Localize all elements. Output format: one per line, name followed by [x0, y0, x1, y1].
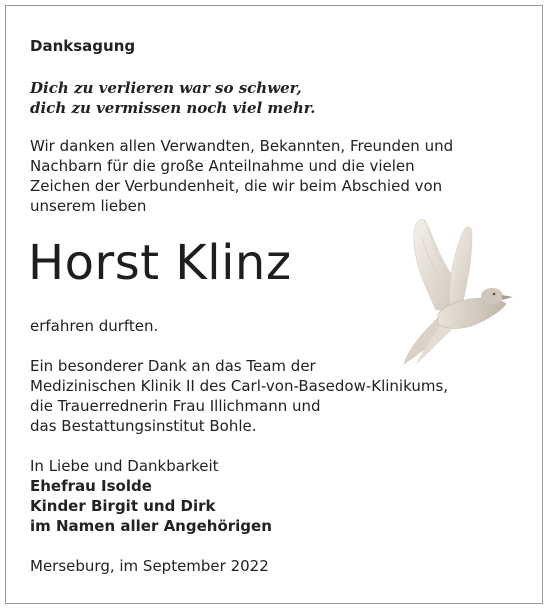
- thanks-line: das Bestattungsinstitut Bohle.: [30, 417, 257, 435]
- notice-heading: Danksagung: [30, 37, 136, 55]
- place-and-date: Merseburg, im September 2022: [30, 557, 269, 575]
- after-name-text: erfahren durften.: [30, 317, 159, 335]
- dove-icon: [398, 214, 516, 366]
- intro-line: unserem lieben: [30, 197, 147, 215]
- signatory: im Namen aller Angehörigen: [30, 517, 272, 535]
- thanks-line: Ein besonderer Dank an das Team der: [30, 357, 316, 375]
- signatory: Ehefrau Isolde: [30, 477, 152, 495]
- closing-line: In Liebe und Dankbarkeit: [30, 457, 219, 475]
- thanks-line: die Trauerrednerin Frau Illichmann und: [30, 397, 321, 415]
- intro-line: Zeichen der Verbundenheit, die wir beim Abschied von: [30, 177, 443, 195]
- signature-block: [30, 456, 520, 536]
- motto-line: Dich zu verlieren war so schwer,: [30, 79, 302, 97]
- intro-line: Nachbarn für die große Anteilnahme und die vielen: [30, 157, 415, 175]
- signatory: Kinder Birgit und Dirk: [30, 497, 216, 515]
- deceased-name: Horst Klinz: [28, 235, 292, 291]
- thanks-line: Medizinischen Klinik II des Carl-von-Basedow-Klinikums,: [30, 377, 449, 395]
- thanks-paragraph: [30, 356, 520, 436]
- intro-paragraph: [30, 136, 520, 216]
- motto-line: dich zu vermissen noch viel mehr.: [30, 99, 316, 117]
- intro-line: Wir danken allen Verwandten, Bekannten, Freunden und: [30, 137, 454, 155]
- motto-verse: [30, 78, 520, 118]
